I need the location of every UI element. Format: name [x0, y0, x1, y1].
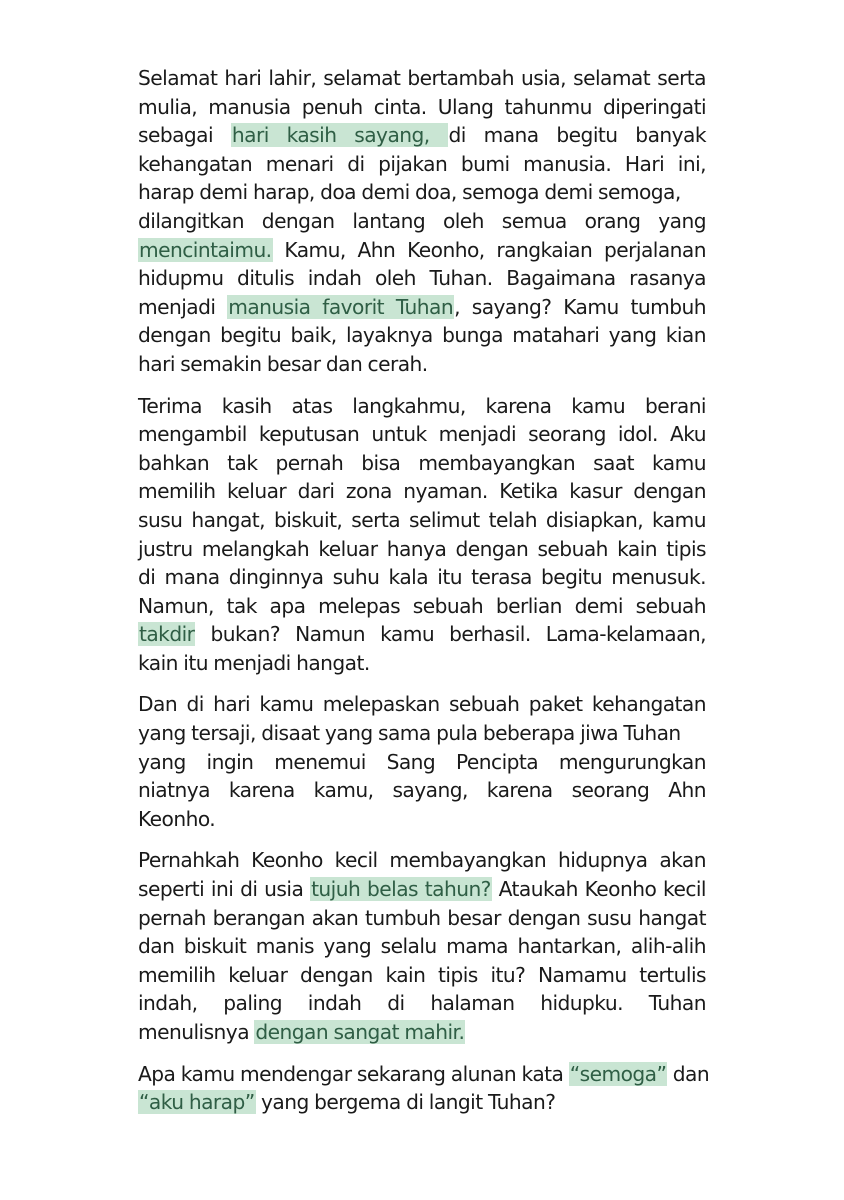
text-segment: Pernahkah Keonho kecil membayangkan hidupnya akan [138, 848, 706, 873]
text-line [138, 1018, 706, 1047]
text-segment: justru melangkah keluar hanya dengan sebuah kain tipis [138, 536, 706, 561]
text-segment: sebagai [138, 123, 231, 148]
text-segment: kain itu menjadi hangat. [138, 650, 370, 675]
text-segment: pernah berangan akan tumbuh besar dengan susu hangat [138, 905, 706, 930]
text-segment: yang tersaji, disaat yang sama pula beberapa jiwa Tuhan [138, 721, 681, 746]
text-segment: Apa kamu mendengar sekarang alunan kata [138, 1061, 569, 1086]
text-segment: Kamu, Ahn Keonho, rangkaian perjalanan [272, 237, 706, 262]
text-segment: dan [667, 1061, 710, 1086]
text-line [138, 719, 706, 748]
paragraph-5 [138, 1060, 710, 1117]
text-line [138, 207, 706, 236]
text-segment: harap demi harap, doa demi doa, semoga demi semoga, [138, 180, 681, 205]
text-segment: di mana begitu banyak [448, 123, 706, 148]
text-segment: Ataukah Keonho kecil [491, 877, 706, 902]
text-line [138, 649, 706, 678]
text-segment: kehangatan menari di pijakan bumi manusia. Hari ini, [138, 151, 706, 176]
text-line [138, 449, 706, 478]
paragraph-3 [138, 690, 706, 833]
text-line [138, 64, 706, 93]
text-segment: Keonho. [138, 806, 216, 831]
text-segment: mengambil keputusan untuk menjadi seorang idol. Aku [138, 422, 706, 447]
text-line [138, 932, 706, 961]
text-line [138, 776, 706, 805]
text-segment: niatnya karena kamu, sayang, karena seorang Ahn [138, 778, 706, 803]
text-line [138, 535, 706, 564]
text-line [138, 477, 706, 506]
text-line [138, 805, 706, 834]
text-segment: memilih keluar dengan kain tipis itu? Namamu tertulis [138, 962, 706, 987]
text-segment: Namun, tak apa melepas sebuah berlian demi sebuah [138, 593, 706, 618]
text-line [138, 620, 706, 649]
highlighted-phrase: “semoga” [569, 1061, 667, 1086]
text-segment: dilangitkan dengan lantang oleh semua orang yang [138, 208, 706, 233]
text-line [138, 150, 706, 179]
text-segment: susu hangat, biskuit, serta selimut telah disiapkan, kamu [138, 507, 706, 532]
text-segment: bahkan tak pernah bisa membayangkan saat kamu [138, 450, 706, 475]
text-segment: yang ingin menemui Sang Pencipta mengurungkan [138, 749, 706, 774]
text-line [138, 93, 706, 122]
highlighted-phrase: hari kasih sayang, [231, 123, 448, 148]
text-line [138, 961, 706, 990]
highlighted-phrase: tujuh belas tahun? [311, 877, 491, 902]
paragraph-1 [138, 64, 706, 379]
text-line [138, 563, 706, 592]
highlighted-phrase: dengan sangat mahir. [255, 1020, 465, 1044]
highlighted-phrase: takdir [139, 622, 195, 647]
text-segment: mulia, manusia penuh cinta. Ulang tahunmu diperingati [138, 94, 706, 119]
text-line [138, 236, 706, 265]
text-line [138, 592, 706, 621]
text-line [138, 690, 706, 719]
text-segment: indah, paling indah di halaman hidupku. Tuhan [138, 991, 706, 1016]
text-line [138, 989, 706, 1018]
text-line [138, 350, 706, 379]
document-body [138, 64, 710, 1130]
text-segment: menulisnya [138, 1020, 255, 1044]
text-segment: di mana dinginnya suhu kala itu terasa begitu menusuk. [138, 565, 706, 590]
text-segment: dengan begitu baik, layaknya bunga matahari yang kian [138, 323, 706, 348]
text-line [138, 748, 706, 777]
text-line [138, 904, 706, 933]
paragraph-2 [138, 392, 706, 678]
text-segment: hari semakin besar dan cerah. [138, 351, 428, 376]
text-segment: seperti ini di usia [138, 877, 311, 902]
text-segment: bukan? Namun kamu berhasil. Lama-kelamaan, [195, 622, 706, 647]
text-line [138, 178, 706, 207]
text-line [138, 846, 706, 875]
highlighted-phrase: manusia favorit Tuhan [228, 294, 454, 319]
text-segment: Dan di hari kamu melepaskan sebuah paket kehangatan [138, 692, 706, 717]
paragraph-4 [138, 846, 706, 1046]
text-segment: menjadi [138, 294, 228, 319]
text-segment: yang bergema di langit Tuhan? [255, 1090, 556, 1115]
text-segment: , sayang? Kamu tumbuh [454, 294, 706, 319]
text-segment: Selamat hari lahir, selamat bertambah usia, selamat serta [138, 66, 706, 90]
text-line [138, 392, 706, 421]
text-segment: dan biskuit manis yang selalu mama hantarkan, alih-alih [138, 934, 706, 959]
text-line [138, 293, 706, 322]
highlighted-phrase: mencintaimu. [139, 237, 272, 262]
text-line [138, 264, 706, 293]
text-segment: memilih keluar dari zona nyaman. Ketika kasur dengan [138, 479, 706, 504]
text-line [138, 1088, 706, 1117]
text-line [138, 121, 706, 150]
text-line [138, 506, 706, 535]
text-line [138, 875, 706, 904]
highlighted-phrase: “aku harap” [139, 1090, 255, 1115]
text-segment: hidupmu ditulis indah oleh Tuhan. Bagaimana rasanya [138, 266, 706, 291]
text-line [138, 321, 706, 350]
text-line [138, 420, 706, 449]
text-line [138, 1060, 710, 1089]
text-segment: Terima kasih atas langkahmu, karena kamu berani [138, 393, 706, 418]
